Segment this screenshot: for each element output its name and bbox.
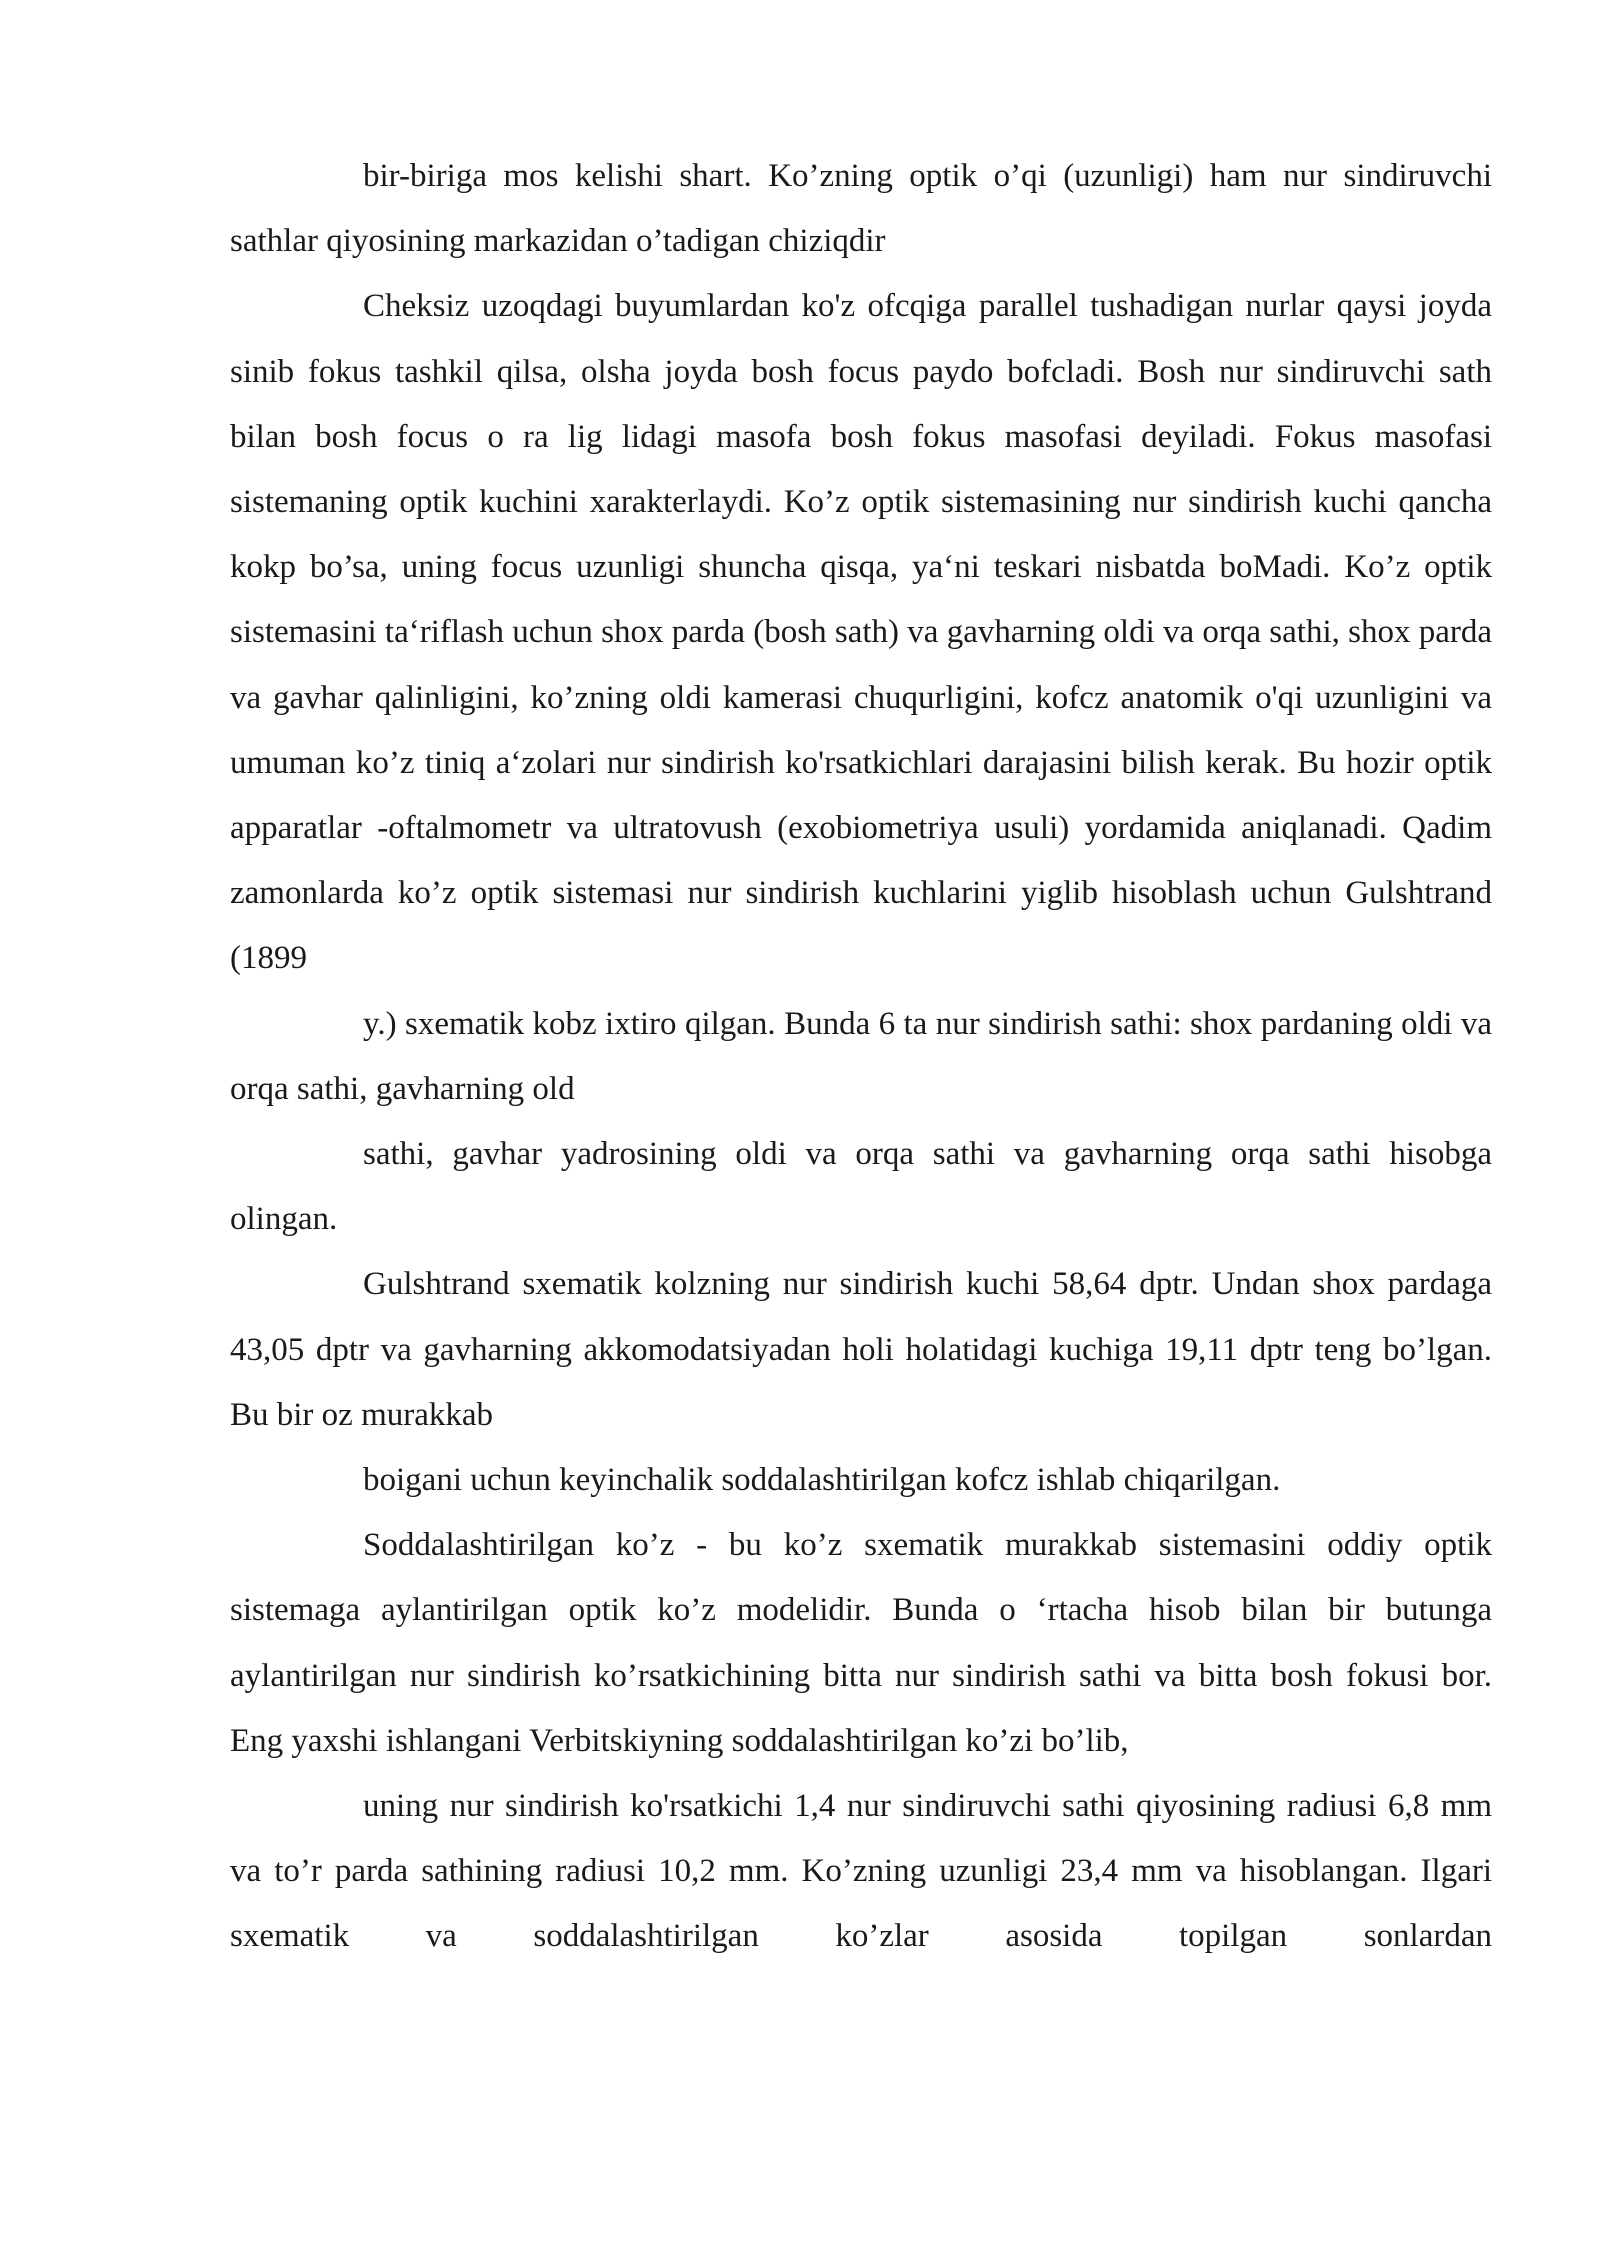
paragraph-verbitskiy-eye: uning nur sindirish ko'rsatkichi 1,4 nur sindiruvchi sathi qiyosining radiusi 6,8 mm va to’r parda sathining radiusi 10,2 mm. Ko’zning uzunligi 23,4 mm va hisoblangan. Ilgari sxematik va soddalashtirilgan ko’zlar asosida topilgan sonlardan [230, 1788, 1492, 1955]
document-page [230, 144, 1492, 1970]
paragraph-focus-distance: Cheksiz uzoqdagi buyumlardan ko'z ofcqiga parallel tushadigan nurlar qaysi joyda sinib fokus tashkil qilsa, olsha joyda bosh focus paydo bofcladi. Bosh nur sindiruvchi sath bilan bosh focus o ra lig lidagi masofa bosh fokus masofasi deyiladi. Fokus masofasi sistemaning optik kuchini xarakterlaydi. Ko’z optik sistemasining nur sindirish kuchi qancha kokp bo’sa, uning focus uzunligi shuncha qisqa, ya‘ni teskari nisbatda boMadi. Ko’z optik sistemasini ta‘riflash uchun shox parda (bosh sath) va gavharning oldi va orqa sathi, shox parda va gavhar qalinligini, ko’zning oldi kamerasi chuqurligini, kofcz anatomik o'qi uzunligini va umuman ko’z tiniq a‘zolari nur sindirish ko'rsatkichlari darajasini bilish kerak. Bu hozir optik apparatlar -oftalmometr va ultratovush (exobiometriya usuli) yordamida aniqlanadi. Qadim zamonlarda ko’z optik sistemasi nur sindirish kuchlarini yiglib hisoblash uchun Gulshtrand (1899 [230, 288, 1492, 977]
paragraph-simplified-intro: boigani uchun keyinchalik soddalashtirilgan kofcz ishlab chiqarilgan. [363, 1462, 1281, 1499]
paragraph-refraction-surfaces: sathi, gavhar yadrosining oldi va orqa sathi va gavharning orqa sathi hisobga olingan. [230, 1136, 1492, 1238]
paragraph-optical-axis: bir-biriga mos kelishi shart. Ko’zning optik o’qi (uzunligi) ham nur sindiruvchi sathlar qiyosining markazidan o’tadigan chiziqdir [230, 158, 1492, 260]
paragraph-schematic-eye: y.) sxematik kobz ixtiro qilgan. Bunda 6 ta nur sindirish sathi: shox pardaning oldi va orqa sathi, gavharning old [230, 1005, 1492, 1107]
paragraph-simplified-eye: Soddalashtirilgan ko’z - bu ko’z sxematik murakkab sistemasini oddiy optik sistemaga aylantirilgan optik ko’z modelidir. Bunda o ‘rtacha hisob bilan bir butunga aylantirilgan nur sindirish ko’rsatkichining bitta nur sindirish sathi va bitta bosh fokusi bor. Eng yaxshi ishlangani Verbitskiyning soddalashtirilgan ko’zi bo’lib, [230, 1527, 1492, 1759]
paragraph-gulshtrand-power: Gulshtrand sxematik kolzning nur sindirish kuchi 58,64 dptr. Undan shox pardaga 43,05 dptr va gavharning akkomodatsiyadan holi holatidagi kuchiga 19,11 dptr teng bo’lgan. Bu bir oz murakkab [230, 1266, 1492, 1433]
